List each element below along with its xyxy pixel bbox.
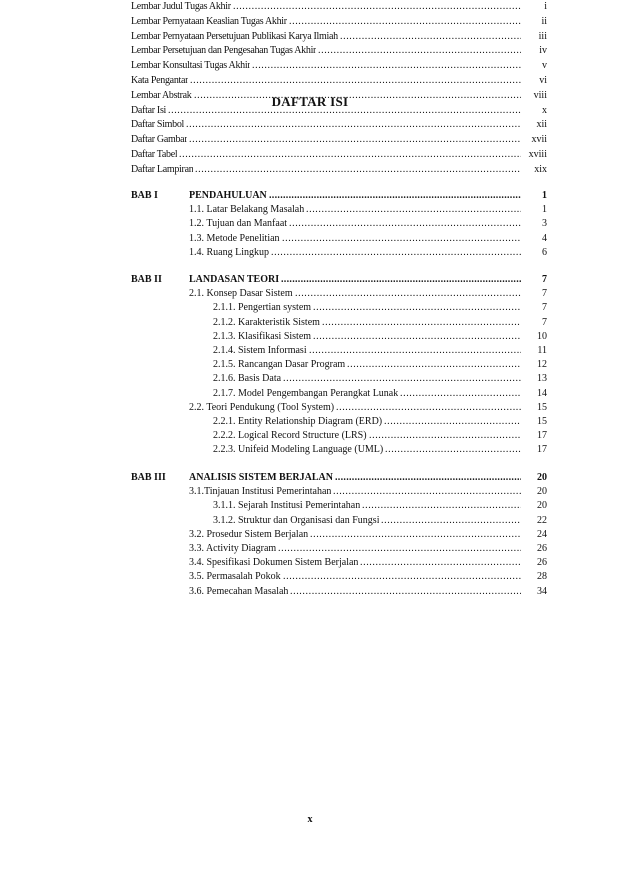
toc-entry-label: 2.1.5. Rancangan Dasar Program bbox=[213, 359, 346, 371]
toc-entry-label: 3.1.Tinjauan Institusi Pemerintahan bbox=[189, 486, 332, 498]
toc-page-number: 15 bbox=[537, 401, 547, 413]
toc-leader-dots bbox=[189, 133, 521, 147]
toc-entry bbox=[131, 372, 547, 386]
toc-leader-dots bbox=[333, 485, 521, 499]
toc-front-item bbox=[131, 163, 547, 177]
toc-entry-label: 2.2.1. Entity Relationship Diagram (ERD) bbox=[213, 416, 383, 427]
toc-entry-label: 1.4. Ruang Lingkup bbox=[189, 246, 269, 258]
toc-entry bbox=[131, 485, 547, 499]
toc-entry bbox=[131, 443, 547, 457]
toc-page-number: xviii bbox=[528, 149, 547, 160]
toc-leader-dots bbox=[385, 443, 521, 457]
toc-page-number: 7 bbox=[542, 316, 547, 328]
toc-chapter-number: BAB II bbox=[131, 274, 162, 285]
toc-front-item bbox=[131, 89, 547, 103]
toc-page-number: 20 bbox=[537, 500, 547, 512]
toc-entry-label: Daftar Gambar bbox=[131, 134, 188, 146]
toc-leader-dots bbox=[186, 118, 521, 132]
toc-page-number: 26 bbox=[537, 557, 547, 569]
toc-entry bbox=[131, 301, 547, 315]
toc-leader-dots bbox=[282, 232, 521, 246]
toc-chapter-title: PENDAHULUAN bbox=[189, 190, 267, 201]
toc-chapter bbox=[131, 471, 547, 485]
toc-entry bbox=[131, 556, 547, 570]
toc-page-number: 24 bbox=[537, 528, 547, 540]
toc-leader-dots bbox=[369, 429, 521, 443]
toc-entry-label: 1.3. Metode Penelitian bbox=[189, 232, 280, 244]
toc-leader-dots bbox=[190, 74, 521, 88]
toc-leader-dots bbox=[360, 556, 521, 570]
toc-entry-label: 2.1.3. Klasifikasi Sistem bbox=[213, 330, 312, 342]
toc-entry bbox=[131, 217, 547, 231]
toc-page-number: 7 bbox=[542, 302, 547, 314]
toc-front-item bbox=[131, 74, 547, 88]
toc-entry bbox=[131, 429, 547, 443]
toc-front-item bbox=[131, 44, 547, 58]
toc-page-number: 17 bbox=[537, 444, 547, 456]
toc-page-number: 13 bbox=[537, 373, 547, 385]
toc-entry-label: Lembar Persetujuan dan Pengesahan Tugas Akhir bbox=[131, 45, 317, 57]
toc-leader-dots bbox=[233, 0, 521, 14]
page-title: DAFTAR ISI bbox=[271, 94, 349, 109]
toc-leader-dots bbox=[362, 499, 521, 513]
toc-chapter-number: BAB I bbox=[131, 190, 158, 201]
toc-page-number: v bbox=[542, 60, 547, 72]
toc-entry-label: Kata Pengantar bbox=[131, 75, 189, 86]
toc-entry bbox=[131, 387, 547, 401]
toc-page-number: 34 bbox=[537, 585, 547, 597]
toc-page-number: xvii bbox=[531, 134, 547, 146]
toc-front-item bbox=[131, 0, 547, 14]
toc-page-number: 1 bbox=[542, 204, 547, 216]
toc-leader-dots bbox=[289, 217, 521, 231]
toc-page-number: 11 bbox=[537, 345, 547, 356]
toc-entry-label: Daftar Tabel bbox=[131, 149, 178, 160]
toc-chapter-title: ANALISIS SISTEM BERJALAN bbox=[189, 472, 333, 483]
toc-leader-dots bbox=[269, 189, 521, 203]
toc-leader-dots bbox=[309, 344, 521, 358]
toc-entry-label: 2.1.1. Pengertian system bbox=[213, 302, 312, 314]
toc-page-number: 17 bbox=[537, 430, 547, 442]
toc-front-item bbox=[131, 133, 547, 147]
page-number: x bbox=[307, 814, 313, 825]
toc-entry-label: Lembar Judul Tugas Akhir bbox=[131, 1, 231, 12]
toc-leader-dots bbox=[381, 514, 521, 528]
toc-leader-dots bbox=[318, 44, 521, 58]
toc-entry bbox=[131, 358, 547, 372]
toc-entry bbox=[131, 401, 547, 415]
toc-page-number: 6 bbox=[542, 246, 547, 258]
toc-entry-label: Lembar Konsultasi Tugas Akhir bbox=[131, 60, 251, 72]
toc-page-number: iv bbox=[539, 45, 547, 57]
toc-entry-label: 2.1.4. Sistem Informasi bbox=[213, 345, 307, 356]
toc-entry bbox=[131, 316, 547, 330]
toc-page-number: 10 bbox=[537, 330, 547, 342]
toc-front-item bbox=[131, 148, 547, 162]
toc-page-number: ii bbox=[541, 15, 547, 27]
toc-page-number: 28 bbox=[537, 571, 547, 583]
toc-page-number: 1 bbox=[542, 190, 547, 201]
toc-page-number: xix bbox=[534, 163, 547, 175]
toc-front-item bbox=[131, 15, 547, 29]
toc-entry-label: Daftar Lampiran bbox=[131, 163, 194, 175]
toc-chapter-title: LANDASAN TEORI bbox=[189, 274, 280, 285]
toc-leader-dots bbox=[179, 148, 521, 162]
toc-page-number: 22 bbox=[537, 514, 547, 526]
toc-entry-label: 2.2.3. Unifeid Modeling Language (UML) bbox=[213, 444, 384, 456]
toc-leader-dots bbox=[336, 401, 521, 415]
toc-leader-dots bbox=[295, 287, 521, 301]
toc-leader-dots bbox=[289, 15, 521, 29]
toc-entry-label: 3.1.2. Struktur dan Organisasi dan Fungsi bbox=[213, 514, 380, 526]
toc-leader-dots bbox=[335, 471, 521, 485]
toc-leader-dots bbox=[168, 104, 521, 118]
toc-entry bbox=[131, 415, 547, 429]
toc-entry bbox=[131, 585, 547, 599]
toc-leader-dots bbox=[283, 570, 521, 584]
toc-page-number: viii bbox=[533, 89, 547, 101]
toc-entry-label: Daftar Simbol bbox=[131, 119, 185, 131]
toc-entry-label: 3.5. Permasalah Pokok bbox=[189, 571, 281, 583]
toc-leader-dots bbox=[194, 89, 521, 103]
toc-chapter bbox=[131, 273, 547, 287]
toc-page-number: 15 bbox=[537, 416, 547, 427]
toc-leader-dots bbox=[195, 163, 521, 177]
toc-entry bbox=[131, 287, 547, 301]
toc-leader-dots bbox=[313, 330, 521, 344]
toc-page-number: x bbox=[542, 104, 547, 116]
toc-entry-label: 3.4. Spesifikasi Dokumen Sistem Berjalan bbox=[189, 557, 359, 569]
toc-entry-label: 2.1.2. Karakteristik Sistem bbox=[213, 316, 320, 328]
toc-entry-label: 2.1.7. Model Pengembangan Perangkat Lunak bbox=[213, 387, 399, 399]
toc-entry-label: Lembar Abstrak bbox=[131, 89, 192, 101]
toc-leader-dots bbox=[310, 528, 521, 542]
toc-leader-dots bbox=[271, 246, 521, 260]
toc-leader-dots bbox=[340, 30, 521, 44]
toc-front-item bbox=[131, 30, 547, 44]
toc-entry bbox=[131, 499, 547, 513]
toc-leader-dots bbox=[290, 585, 521, 599]
toc-page-number: 12 bbox=[537, 359, 547, 371]
toc-front-item bbox=[131, 104, 547, 118]
toc-entry-label: 2.2. Teori Pendukung (Tool System) bbox=[189, 401, 335, 413]
toc-entry-label: 2.1. Konsep Dasar Sistem bbox=[189, 288, 293, 300]
toc-entry bbox=[131, 570, 547, 584]
toc-leader-dots bbox=[347, 358, 521, 372]
toc-page-number: 26 bbox=[537, 543, 547, 554]
toc-chapter bbox=[131, 189, 547, 203]
toc-page-number: 3 bbox=[542, 218, 547, 230]
toc-page-number: i bbox=[544, 1, 547, 12]
toc-entry bbox=[131, 330, 547, 344]
toc-page-number: 7 bbox=[542, 288, 547, 300]
toc-entry bbox=[131, 514, 547, 528]
toc-entry-label: Daftar Isi bbox=[131, 104, 167, 116]
toc-leader-dots bbox=[313, 301, 521, 315]
toc-entry bbox=[131, 246, 547, 260]
toc-chapter-number: BAB III bbox=[131, 472, 166, 483]
toc-entry-label: Lembar Pernyataan Keaslian Tugas Akhir bbox=[131, 15, 287, 27]
toc-entry-label: 2.2.2. Logical Record Structure (LRS) bbox=[213, 430, 367, 442]
toc-page-number: xii bbox=[536, 119, 547, 131]
toc-entry-label: 1.1. Latar Belakang Masalah bbox=[189, 204, 305, 216]
toc-entry-label: 3.1.1. Sejarah Institusi Pemerintahan bbox=[213, 500, 361, 512]
toc-entry-label: Lembar Pernyataan Persetujuan Publikasi Karya Ilmiah bbox=[131, 30, 338, 42]
toc-leader-dots bbox=[252, 59, 521, 73]
toc-entry-label: 3.3. Activity Diagram bbox=[189, 543, 277, 554]
toc-page-number: 14 bbox=[537, 387, 547, 399]
toc-page-number: iii bbox=[538, 30, 547, 42]
toc-leader-dots bbox=[281, 273, 521, 287]
toc-front-item bbox=[131, 118, 547, 132]
toc-entry bbox=[131, 542, 547, 556]
toc-leader-dots bbox=[278, 542, 521, 556]
toc-entry-label: 3.2. Prosedur Sistem Berjalan bbox=[189, 528, 309, 540]
toc-entry bbox=[131, 232, 547, 246]
toc-entry-label: 3.6. Pemecahan Masalah bbox=[189, 585, 289, 597]
toc-leader-dots bbox=[322, 316, 521, 330]
toc-page-number: 7 bbox=[542, 274, 547, 285]
toc-leader-dots bbox=[306, 203, 521, 217]
toc-leader-dots bbox=[384, 415, 521, 429]
toc-leader-dots bbox=[400, 387, 521, 401]
toc-page-number: vi bbox=[539, 75, 547, 86]
toc-entry bbox=[131, 344, 547, 358]
toc-entry-label: 1.2. Tujuan dan Manfaat bbox=[189, 218, 288, 230]
toc-page-number: 4 bbox=[542, 232, 547, 244]
toc-entry bbox=[131, 203, 547, 217]
toc-leader-dots bbox=[283, 372, 521, 386]
toc-page-number: 20 bbox=[537, 486, 547, 498]
toc-page-number: 20 bbox=[537, 472, 547, 483]
toc-entry bbox=[131, 528, 547, 542]
toc-front-item bbox=[131, 59, 547, 73]
toc-entry-label: 2.1.6. Basis Data bbox=[213, 373, 282, 385]
